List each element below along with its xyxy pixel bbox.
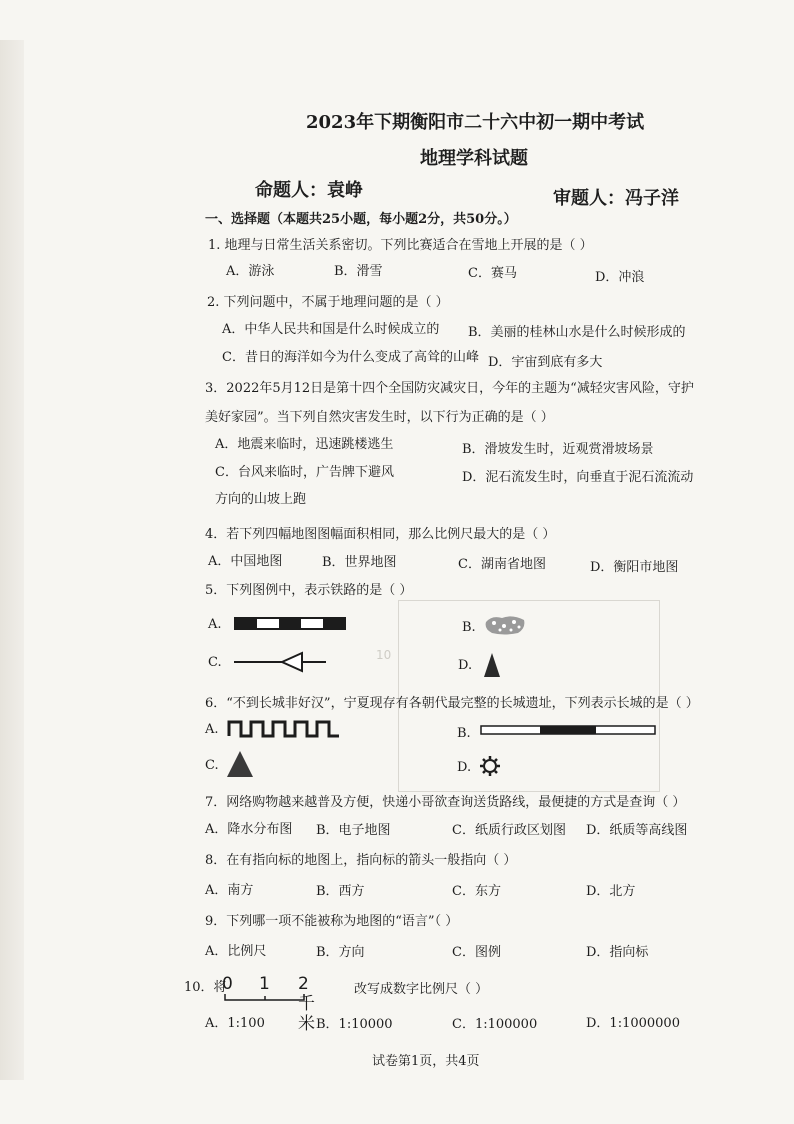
question-2-stem: 2. 下列问题中，不属于地理问题的是（ ） xyxy=(207,295,449,310)
q6-option-b: B. xyxy=(457,726,471,741)
question-5-stem: 5．下列图例中，表示铁路的是（ ） xyxy=(205,583,413,598)
question-8-stem: 8．在有指向标的地图上，指向标的箭头一般指向（ ） xyxy=(205,853,517,868)
question-10-stem: 10．将 xyxy=(184,980,227,995)
question-1-stem: 1. 地理与日常生活关系密切。下列比赛适合在雪地上开展的是（ ） xyxy=(208,238,593,253)
page-footer: 试卷第1页，共4页 xyxy=(372,1054,480,1069)
q5-option-d: D. xyxy=(458,658,473,673)
gear-symbol-icon xyxy=(479,755,501,777)
q4-option-c: C．湖南省地图 xyxy=(458,557,546,572)
q10-option-b: B．1:10000 xyxy=(316,1017,393,1032)
mountain-triangle-icon xyxy=(226,750,254,778)
q7-option-a: A．降水分布图 xyxy=(205,822,293,837)
q7-option-d: D．纸质等高线图 xyxy=(586,823,688,838)
road-symbol-icon xyxy=(480,724,656,736)
speckled-area-icon xyxy=(484,614,526,636)
great-wall-symbol-icon xyxy=(229,718,341,738)
q6-option-a: A. xyxy=(205,722,219,737)
q3-option-a: A．地震来临时，迅速跳楼逃生 xyxy=(215,437,394,452)
question-3-stem: 3．2022年5月12日是第十四个全国防灾减灾日，今年的主题为“减轻灾害风险，守护 xyxy=(205,381,694,396)
q4-option-d: D．衡阳市地图 xyxy=(590,560,679,575)
q5-option-b: B. xyxy=(462,620,476,635)
q8-option-a: A．南方 xyxy=(205,883,254,898)
question-3-stem-line2: 美好家园”。当下列自然灾害发生时，以下行为正确的是（ ） xyxy=(205,410,554,425)
q2-option-a: A．中华人民共和国是什么时候成立的 xyxy=(222,322,440,337)
q4-option-a: A．中国地图 xyxy=(208,554,283,569)
railway-symbol-icon xyxy=(234,617,346,631)
q10-option-a: A．1:100 xyxy=(205,1016,265,1031)
q3-option-d-continued: 方向的山坡上跑 xyxy=(215,492,307,507)
q9-option-c: C．图例 xyxy=(452,945,501,960)
q10-option-c: C．1:100000 xyxy=(452,1017,538,1032)
q10-option-d: D．1:1000000 xyxy=(586,1016,680,1031)
q5-option-c: C. xyxy=(208,655,222,670)
q8-option-c: C．东方 xyxy=(452,884,501,899)
question-4-stem: 4．若下列四幅地图图幅面积相同，那么比例尺最大的是（ ） xyxy=(205,527,556,542)
q1-option-c: C．赛马 xyxy=(468,266,517,281)
peak-triangle-icon xyxy=(483,652,501,678)
scan-edge xyxy=(0,40,24,1080)
q8-option-b: B．西方 xyxy=(316,884,365,899)
q7-option-c: C．纸质行政区划图 xyxy=(452,823,566,838)
show-through-number: 10 xyxy=(376,648,392,662)
q8-option-d: D．北方 xyxy=(586,884,636,899)
scale-label-2: 2千米 xyxy=(298,974,315,1034)
q9-option-a: A．比例尺 xyxy=(205,944,267,959)
river-arrow-icon xyxy=(234,652,326,672)
q2-option-d: D．宇宙到底有多大 xyxy=(488,355,603,370)
question-setter: 命题人：袁峥 xyxy=(255,180,363,201)
q3-option-d: D．泥石流发生时，向垂直于泥石流流动 xyxy=(462,470,694,485)
line-scale-bar xyxy=(224,994,306,1002)
q3-option-c: C．台风来临时，广告牌下避风 xyxy=(215,465,394,480)
question-reviewer: 审题人：冯子洋 xyxy=(553,188,679,209)
q9-option-b: B．方向 xyxy=(316,945,365,960)
q1-option-b: B．滑雪 xyxy=(334,264,383,279)
scale-label-1: 1 xyxy=(259,974,270,994)
subject-title: 地理学科试题 xyxy=(420,148,528,169)
question-7-stem: 7．网络购物越来越普及方便，快递小哥欲查询送货路线，最便捷的方式是查询（ ） xyxy=(205,795,686,810)
exam-title: 2023年下期衡阳市二十六中初一期中考试 xyxy=(306,112,645,133)
q9-option-d: D．指向标 xyxy=(586,945,649,960)
q4-option-b: B．世界地图 xyxy=(322,555,397,570)
q6-option-c: C. xyxy=(205,758,219,773)
q2-option-b: B．美丽的桂林山水是什么时候形成的 xyxy=(468,325,686,340)
question-10-stem-after: 改写成数字比例尺（ ） xyxy=(354,982,489,997)
scale-label-0: 0 xyxy=(222,974,233,994)
q1-option-d: D．冲浪 xyxy=(595,270,645,285)
q1-option-a: A．游泳 xyxy=(226,264,275,279)
question-9-stem: 9．下列哪一项不能被称为地图的“语言”（ ） xyxy=(205,914,459,929)
q2-option-c: C．昔日的海洋如今为什么变成了高耸的山峰 xyxy=(222,350,479,365)
q5-option-a: A. xyxy=(208,617,222,632)
q3-option-b: B．滑坡发生时，近观赏滑坡场景 xyxy=(462,442,654,457)
question-6-stem: 6．“不到长城非好汉”，宁夏现存有各朝代最完整的长城遗址，下列表示长城的是（ ） xyxy=(205,696,699,711)
section-heading: 一、选择题（本题共25小题，每小题2分，共50分。） xyxy=(205,212,517,227)
q7-option-b: B．电子地图 xyxy=(316,823,391,838)
q6-option-d: D. xyxy=(457,760,472,775)
